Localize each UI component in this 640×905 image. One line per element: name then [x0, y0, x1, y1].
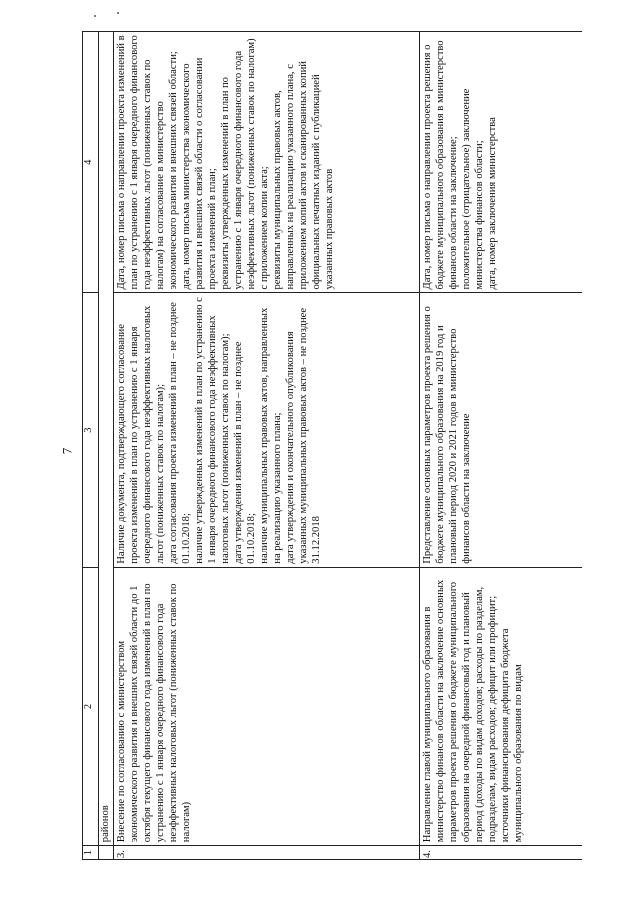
row-number: 4.	[420, 846, 583, 860]
document-line: положительное (отрицательное) заключение министерства финансов области;	[461, 88, 486, 290]
document-sheet	[82, 31, 611, 860]
measures-table	[82, 31, 582, 860]
stage-cell: Внесение по согласованию с министерством экономического развития и внешних связей области до 1 октября текущего финансового года изменений в план по устранению с 1 января очередного финансового года неэффективных налоговых льгот (пониженных ставок по налогам)	[114, 567, 420, 845]
criteria-line: дата согласования проекта изменений в план – не позднее 01.10.2018;	[168, 302, 193, 564]
table-header-row	[83, 32, 99, 860]
document-line: реквизиты утвержденных изменений в план по устранению с 1 января очередного финансового года неэффективных льгот (пониженных ставок по налогам) с приложением копии акта;	[220, 38, 271, 290]
scan-speck	[117, 12, 119, 14]
document-line: дата, номер заключения министерства	[487, 117, 499, 290]
page-number: 7	[59, 447, 75, 455]
documents-cell	[420, 32, 583, 294]
criteria-cell	[420, 293, 583, 567]
row-number: 3.	[114, 846, 420, 860]
stage-cell: Направление главой муниципального образования в министерство финансов области на заключение основных параметров проекта решения о бюджете муниципального образования на очередной финансовый год и плановый период (доходы по видам доходов; расходы по разделам, подразделам, видам расходов; дефицит или профицит; источники финансирования дефицита бюджета муниципального образования по видам	[420, 567, 583, 845]
table-row	[114, 32, 420, 860]
section-continuation-text: районов	[99, 32, 114, 846]
document-line: реквизиты муниципальных правовых актов, направленных на реализацию указанного плана, с приложением копий актов и сканированных копий официальных печатных изданий с публикацией указанных правовых актов	[272, 61, 336, 290]
scan-speck	[94, 15, 96, 17]
criteria-line: Представление основных параметров проекта решения о бюджете муниципального образования на 2019 год и плановый период 2020 и 2021 годов в министерство финансов области на заключение	[422, 306, 473, 564]
header-col-1: 1	[83, 846, 99, 860]
document-line: дата, номер письма министерства экономического развития и внешних связей области о согласовании проекта изменений в план;	[181, 57, 219, 290]
criteria-line: наличие утвержденных изменений в план по устранению с 1 января очередного финансового года неэффективных налоговых льгот (пониженных ставок по налогам);	[194, 297, 232, 564]
header-col-3: 3	[83, 293, 99, 567]
criteria-line: дата утверждения изменений в план – не позднее 01.10.2018;	[233, 341, 258, 564]
criteria-cell	[114, 293, 420, 567]
section-continuation-row	[99, 32, 114, 860]
criteria-line: Наличие документа, подтверждающего согласование проекта изменений в план по устранению с 1 января очередного финансового года неэффективных налоговых льгот (пониженных ставок по налогам);	[116, 305, 167, 564]
rotated-table-container	[82, 31, 611, 860]
criteria-line: наличие муниципальных правовых актов, направленных на реализацию указанного плана;	[259, 307, 284, 564]
header-col-4: 4	[83, 32, 99, 294]
document-line: Дата, номер письма о направлении проекта решения о бюджете муниципального образования в министерство финансов области на заключение;	[422, 40, 460, 290]
documents-cell	[114, 32, 420, 294]
criteria-line: дата утверждения и окончательного опубликования указанных муниципальных правовых актов – не позднее 31.12.2018	[285, 307, 323, 564]
document-line: Дата, номер письма о направлении проекта изменений в план по устранению с 1 января очередного финансового года неэффективных льгот (пониженных ставок по налогам) на согласование в министерство экономического развития и внешних связей области;	[116, 35, 180, 290]
header-col-2: 2	[83, 567, 99, 845]
table-row	[420, 32, 583, 860]
